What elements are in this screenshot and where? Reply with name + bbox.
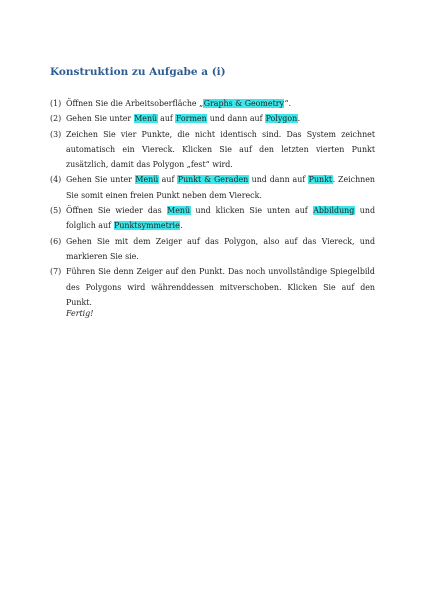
- text-fragment: Führen Sie denn Zeiger auf den Punkt. Das noch unvollständige Spiegelbild des Polygons wird währenddessen mitverschoben. Klicken Sie auf den Punkt.: [66, 267, 375, 307]
- closing-text: Fertig!: [66, 309, 94, 318]
- step-number: (3): [50, 129, 62, 139]
- step-text: [66, 234, 375, 265]
- step-text: [66, 264, 375, 310]
- step-number: (2): [50, 114, 62, 124]
- step-text: [66, 172, 375, 203]
- list-item: [50, 203, 375, 234]
- page-title: Konstruktion zu Aufgabe a (i): [50, 66, 226, 78]
- text-fragment: auf: [158, 175, 178, 185]
- highlighted-term: Punkt & Geraden: [177, 175, 249, 185]
- text-fragment: und klicken Sie unten auf: [190, 206, 313, 216]
- text-fragment: und dann auf: [207, 114, 266, 124]
- text-fragment: und dann auf: [248, 175, 309, 185]
- highlighted-term: Formen: [175, 114, 207, 124]
- step-text: [66, 96, 375, 111]
- highlighted-term: Menü: [135, 175, 159, 185]
- highlighted-term: Punkt: [308, 175, 333, 185]
- step-number: (7): [50, 267, 62, 277]
- step-number: (6): [50, 236, 62, 246]
- instruction-list: [50, 96, 375, 310]
- text-fragment: Öffnen Sie wieder das: [66, 206, 167, 216]
- highlighted-term: Menü: [134, 114, 158, 124]
- step-text: [66, 111, 375, 126]
- text-fragment: “.: [284, 99, 292, 108]
- list-item: [50, 127, 375, 173]
- text-fragment: Zeichen Sie vier Punkte, die nicht identisch sind. Das System zeichnet automatisch ein Viereck. Klicken Sie auf den letzten vierten Punkt zusätzlich, damit das Polygon „fest“ wird.: [66, 129, 375, 170]
- text-fragment: Gehen Sie unter: [66, 114, 134, 124]
- text-fragment: . Zeichnen Sie somit einen freien Punkt neben dem Viereck.: [66, 175, 376, 200]
- step-number: (4): [50, 175, 62, 185]
- list-item: [50, 96, 375, 111]
- text-fragment: auf: [157, 114, 176, 124]
- step-text: [66, 127, 375, 173]
- text-fragment: und folglich auf: [66, 206, 375, 231]
- highlighted-term: Menü: [167, 206, 191, 216]
- highlighted-term: Polygon: [265, 114, 298, 124]
- step-number: (5): [50, 206, 62, 216]
- step-text: [66, 203, 375, 234]
- step-number: (1): [50, 99, 62, 108]
- text-fragment: .: [180, 221, 183, 231]
- list-item: [50, 111, 375, 126]
- text-fragment: Gehen Sie unter: [66, 175, 135, 185]
- highlighted-term: Punktsymmetrie: [114, 221, 180, 231]
- text-fragment: Gehen Sie mit dem Zeiger auf das Polygon, also auf das Viereck, und markieren Sie sie.: [66, 236, 375, 261]
- text-fragment: Öffnen Sie die Arbeitsoberfläche „: [66, 99, 204, 108]
- list-item: [50, 172, 375, 203]
- list-item: [50, 234, 375, 265]
- highlighted-term: Abbildung: [313, 206, 355, 216]
- highlighted-term: Graphs & Geometry: [203, 99, 284, 108]
- text-fragment: .: [297, 114, 301, 124]
- list-item: [50, 264, 375, 310]
